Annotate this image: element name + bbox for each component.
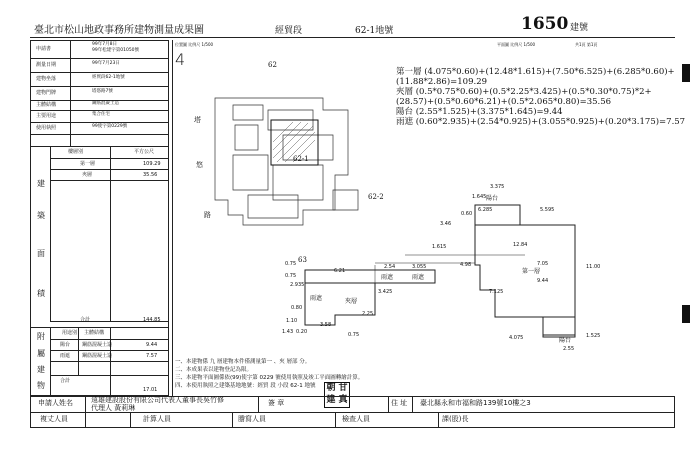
floor-name-2: 夾層 [82, 172, 93, 178]
agent-value: 代理人 黃莉琳 [91, 404, 136, 412]
footer-row2-col-a [130, 412, 131, 428]
fp-dim-14: 7.05 [537, 261, 549, 267]
road-char-3: 路 [204, 211, 211, 219]
formula-line-4: (28.57)+(0.5*0.60*6.21)+(0.5*2.065*0.80)=35.56 [396, 97, 612, 107]
info-row-line-6 [30, 134, 169, 135]
vertical-label-annex-4: 物 [37, 381, 45, 390]
annex-structure-1: 鋼筋混凝土造 [82, 342, 113, 348]
fp-dim-13: 4.98 [460, 262, 472, 268]
fp-dim-24: 0.20 [296, 329, 308, 335]
site-lot-right: 62-2 [368, 193, 384, 201]
fp-dim-2: 1.645 [472, 194, 487, 200]
fp-label-mezz-canopy: 雨遮 [310, 295, 323, 302]
calculator-label: 計算人員 [143, 415, 171, 423]
fp-dim-19: 0.80 [291, 305, 303, 311]
formula-line-2: (11.88*2.86)=109.29 [396, 77, 488, 87]
annex-use-1: 陽台 [60, 342, 71, 348]
site-lot-bottom: 63 [298, 256, 307, 264]
binding-mark-bottom [682, 305, 690, 323]
formula-line-5: 陽台 (2.55*1.525)+(3.375*1.645)=9.44 [396, 107, 563, 117]
info-row-line-2 [30, 86, 169, 87]
fp-dim-10: 6.21 [334, 268, 346, 274]
annex-use-header: 用途別 [62, 330, 78, 336]
info-row-line-5 [30, 122, 169, 123]
plan-scale: 平面圖 比例尺 1/500 [497, 42, 536, 47]
applicant-label: 申請人姓名 [38, 399, 73, 407]
fp-dim-16: 2.935 [290, 282, 305, 288]
building-number: 1650 [521, 14, 569, 34]
info-value-1: 99年7月23日 [92, 61, 120, 66]
info-label-6: 使用執照 [36, 124, 57, 131]
info-row-line-0 [30, 58, 169, 59]
area-col-divider [110, 146, 111, 321]
applicant-value: 遠雄建設股份有限公司代表人董事長吳竹修 [91, 396, 224, 404]
fp-dim-11: 2.54 [384, 264, 396, 270]
fp-label-canopy-b: 雨遮 [412, 274, 425, 281]
annex-col-divider-2 [78, 327, 79, 375]
floor-plan-drawing [275, 185, 605, 360]
footer-col-2 [258, 396, 259, 412]
info-value-5: 集合住宅 [92, 112, 110, 117]
annex-use-2: 雨遮 [60, 353, 71, 359]
surveyor-label: 複丈人員 [40, 415, 68, 423]
fp-dim-5: 0.60 [461, 211, 473, 217]
info-value-4: 鋼筋混凝土造 [92, 101, 119, 106]
floor-name-1: 第一層 [80, 161, 96, 167]
vertical-label-building-4: 積 [37, 289, 45, 298]
fp-label-mezzanine: 夾層 [345, 298, 358, 305]
site-lot-top: 62 [268, 61, 277, 69]
area-total-label: 合計 [80, 317, 91, 323]
fp-dim-29: 2.55 [563, 346, 575, 352]
fp-dim-9: 0.75 [285, 261, 297, 267]
road-char-1: 塔 [194, 116, 201, 124]
info-label-3: 建物門牌 [36, 89, 57, 96]
area-total-value: 144.85 [143, 317, 161, 323]
address-label: 住 址 [391, 399, 408, 407]
info-label-2: 建物坐落 [36, 75, 57, 82]
area-vertical-divider [50, 146, 51, 321]
note-3: 三、本建物平面圖係依(99)使字第 0229 號使用執照及竣工平面圖轉繪計算。 [175, 375, 364, 381]
header-underline [30, 37, 675, 38]
footer-row2-col-b [232, 412, 233, 428]
floor-row-line-2 [50, 180, 169, 181]
building-number-label: 建號 [570, 23, 589, 33]
site-marker: 4 [175, 50, 186, 69]
footer-row2-col-c [335, 412, 336, 428]
seal-label: 簽 章 [268, 399, 285, 407]
fp-dim-25: 11.00 [586, 264, 601, 270]
transcriber-label: 謄寫人員 [238, 415, 266, 423]
footer-col-4 [412, 396, 413, 412]
formula-line-6: 雨遮 (0.60*2.935)+(2.54*0.925)+(3.055*0.925)+(0.20*3.175)=7.57 [396, 117, 686, 127]
fp-dim-8: 1.615 [432, 244, 447, 250]
formula-line-1: 第一層 (4.075*0.60)+(12.48*1.615)+(7.50*6.525)+(6.285*0.60)+ [396, 67, 675, 77]
floor-area-2: 35.56 [143, 172, 158, 178]
vertical-label-annex-2: 屬 [37, 349, 45, 358]
fp-dim-20: 1.10 [286, 318, 298, 324]
vertical-label-building-1: 建 [37, 179, 45, 188]
office-title: 臺北市松山地政事務所建物測量成果圖 [34, 25, 204, 36]
fp-dim-15: 0.75 [285, 273, 297, 279]
footer-row-divider [30, 412, 675, 413]
vertical-label-annex-1: 附 [37, 332, 45, 341]
annex-structure-header: 主體結構 [84, 330, 105, 336]
footer-row2-col-d [438, 412, 439, 428]
section-name: 經貿段 [275, 26, 303, 36]
info-row-line-4 [30, 110, 169, 111]
fp-dim-28: 4.075 [509, 335, 524, 341]
floor-row-line [50, 169, 169, 170]
stamp-char-3: 建 [326, 395, 336, 405]
fp-label-balcony-top: 陽台 [486, 195, 499, 202]
fp-dim-21: 3.58 [320, 322, 332, 328]
page-count: 共1頁 第1頁 [575, 42, 598, 47]
vertical-label-building-3: 面 [37, 249, 45, 258]
fp-label-canopy-a: 雨遮 [381, 274, 394, 281]
annex-row-line-2 [50, 361, 169, 362]
vertical-label-annex-3: 建 [37, 365, 45, 374]
info-value-2: 經貿段62-1地號 [92, 75, 125, 80]
info-value-6: 99使字第0229號 [92, 124, 128, 129]
floor-area-1: 109.29 [143, 161, 161, 167]
site-lot-center: 62-1 [293, 155, 309, 163]
info-label-0: 申請書 [36, 45, 52, 52]
info-value-3: 塔悠路7號 [92, 89, 113, 94]
fp-dim-3: 6.285 [478, 207, 493, 213]
fp-dim-23: 1.43 [282, 329, 294, 335]
annex-row-line-3 [50, 375, 169, 376]
stamp-char-4: 真 [338, 395, 348, 405]
stamp-char-1: 朝 [326, 383, 336, 393]
annex-row-line [50, 350, 169, 351]
info-label-5: 主要用途 [36, 112, 57, 119]
info-value-0-0: 99年7月8日 [92, 42, 117, 47]
note-2: 二、本成果表以建物登記為限。 [175, 367, 253, 373]
location-scale: 位置圖 比例尺 1/500 [175, 42, 214, 47]
annex-total-value: 17.01 [143, 387, 158, 393]
road-char-2: 悠 [196, 161, 203, 169]
chief-label: 課(股)長 [442, 415, 469, 423]
fp-dim-27: 9.44 [537, 278, 549, 284]
info-label-1: 測量日期 [36, 61, 57, 68]
lot-number: 62-1地號 [355, 26, 394, 36]
info-row-line-1 [30, 72, 169, 73]
annex-structure-2: 鋼筋混凝土造 [82, 353, 113, 359]
fp-dim-4: 5.595 [540, 207, 555, 213]
fp-dim-18: 2.25 [362, 311, 374, 317]
area-col-header: 平方公尺 [134, 149, 155, 155]
formula-line-3: 夾層 (0.5*0.75*0.60)+(0.5*2.25*3.425)+(0.5*0.30*0.75)*2+ [396, 87, 652, 97]
fp-dim-17: 3.425 [378, 289, 393, 295]
note-1: 一、本建物係 九 層建物本件僅測量第一 、夾 層部 分。 [175, 359, 311, 365]
fp-dim-1: 3.375 [490, 184, 505, 190]
fp-label-balcony-bottom: 陽台 [559, 337, 572, 344]
address-value: 臺北縣永和市福和路139號10樓之3 [420, 399, 531, 407]
info-value-0-1: 99年松建字第01050號 [92, 48, 140, 53]
note-4: 四、本使用執照之建築基地地號：經貿 段 小段 62-1 地號 [175, 383, 316, 389]
fp-dim-22: 0.75 [348, 332, 360, 338]
fp-dim-26: 7.125 [489, 289, 504, 295]
annex-area-1: 9.44 [146, 342, 158, 348]
binding-mark-top [682, 64, 690, 82]
inspector-label: 檢查人員 [342, 415, 370, 423]
fp-dim-30: 1.525 [586, 333, 601, 339]
info-label-4: 主體結構 [36, 101, 57, 108]
fp-dim-12: 3.055 [412, 264, 427, 270]
annex-area-2: 7.57 [146, 353, 158, 359]
fp-label-first-floor: 第一層 [522, 268, 541, 275]
fp-dim-7: 12.84 [513, 242, 528, 248]
vertical-label-building-2: 築 [37, 211, 45, 220]
footer-col-1 [85, 396, 86, 428]
floor-col-header: 樓層別 [68, 149, 84, 155]
annex-total-label: 合計 [60, 378, 71, 384]
fp-dim-6: 3.46 [440, 221, 452, 227]
stamp-char-2: 甘 [338, 383, 348, 393]
footer-col-3 [388, 396, 389, 412]
left-table-col-divider [70, 40, 71, 146]
